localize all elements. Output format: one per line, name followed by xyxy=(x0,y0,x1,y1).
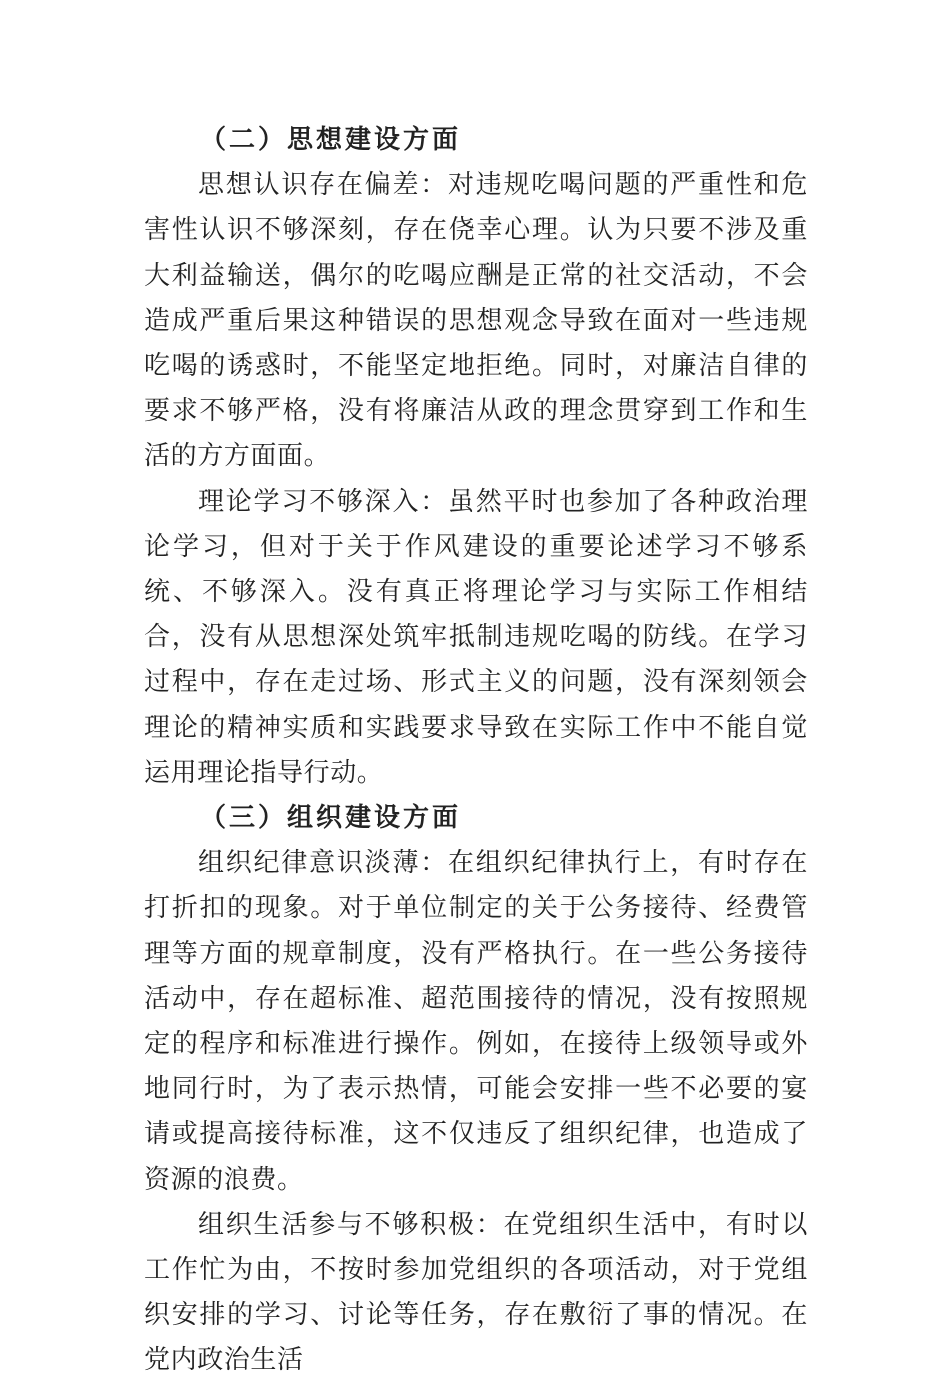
document-body xyxy=(144,118,808,1384)
section-heading-organization: （三）组织建设方面 xyxy=(200,803,462,834)
paragraph-theory-study: 理论学习不够深入：虽然平时也参加了各种政治理论学习，但对于关于作风建设的重要论述学习不够系统、不够深入。没有真正将理论学习与实际工作相结合，没有从思想深处筑牢抵制违规吃喝的防线。在学习过程中，存在走过场、形式主义的问题，没有深刻领会理论的精神实质和实践要求导致在实际工作中不能自觉运用理论指导行动。 xyxy=(144,486,808,788)
paragraph-discipline-awareness: 组织纪律意识淡薄：在组织纪律执行上，有时存在打折扣的现象。对于单位制定的关于公务接待、经费管理等方面的规章制度，没有严格执行。在一些公务接待活动中，存在超标准、超范围接待的情况，没有按照规定的程序和标准进行操作。例如，在接待上级领导或外地同行时，为了表示热情，可能会安排一些不必要的宴请或提高接待标准，这不仅违反了组织纪律，也造成了资源的浪费。 xyxy=(144,848,808,1195)
section-heading-ideology: （二）思想建设方面 xyxy=(200,125,462,155)
paragraph-organizational-life: 组织生活参与不够积极：在党组织生活中，有时以工作忙为由，不按时参加党组织的各项活动，对于党组织安排的学习、讨论等任务，存在敷衍了事的情况。在党内政治生活 xyxy=(144,1209,808,1376)
paragraph-ideological-deviation: 思想认识存在偏差：对违规吃喝问题的严重性和危害性认识不够深刻，存在侥幸心理。认为只要不涉及重大利益输送，偶尔的吃喝应酬是正常的社交活动，不会造成严重后果这种错误的思想观念导致在面对一些违规吃喝的诱惑时，不能坚定地拒绝。同时，对廉洁自律的要求不够严格，没有将廉洁从政的理念贯穿到工作和生活的方方面面。 xyxy=(144,170,808,472)
